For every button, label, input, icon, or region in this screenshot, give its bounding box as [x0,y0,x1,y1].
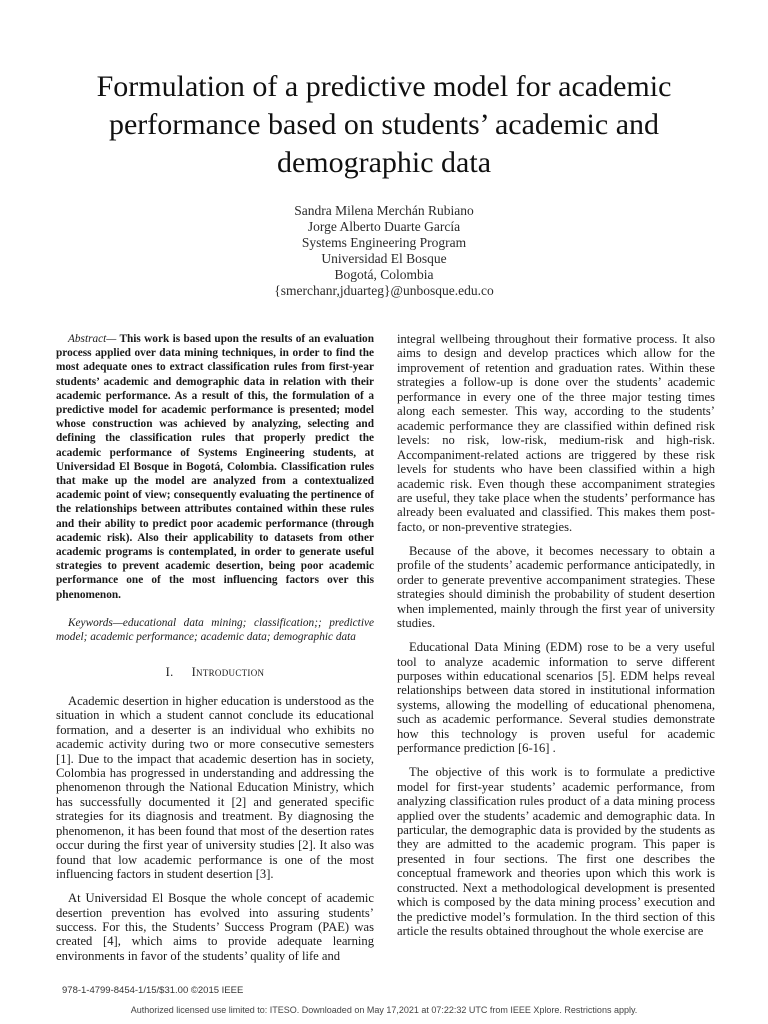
section-heading [56,665,374,679]
author-name: Sandra Milena Merchán Rubiano [294,203,474,218]
author-block [184,203,584,299]
affiliation-program: Systems Engineering Program [301,235,467,250]
affiliation-university: Universidad El Bosque [321,251,447,266]
body-paragraph: Because of the above, it becomes necessary to obtain a profile of the students’ academic performance anticipatedly, in order to generate preventive accompaniment strategies. These strategies should diminish the probability of student desertion when implemented, mainly through the first year of university studies. [397,543,715,631]
section-number: I. [165,665,174,680]
copyright-notice: 978-1-4799-8454-1/15/$31.00 ©2015 IEEE [62,985,244,996]
body-paragraph: integral wellbeing throughout their formative process. It also aims to design and develop practices which allow for the improvement of retention and graduation rates. Within these strategies a follow-up is done over the students’ academic performance in every one of the three major testing times along each semester. This way, according to the students’ academic performance they are classified within defined risk levels: no risk, low-risk, medium-risk and high-risk. Accompaniment-related actions are triggered by these risk levels for students who have been classified within a high academic risk. Even though these accompaniment strategies are useful, they take place when the students’ performance has already been evaluated and classified. This makes them post-facto, or non-preventive strategies. [397,332,715,534]
section-title: Introduction [191,665,265,680]
body-paragraph: The objective of this work is to formulate a predictive model for first-year students’ academic performance, from analyzing classification rules product of a data mining process applied over the students’ academic and demographic data. In particular, the demographic data is provided by the students as they are admitted to the academic program. This paper is presented in four sections. The first one describes the conceptual framework and theories upon which this work is constructed. Next a methodological development is presented which is composed by the data mining process’ execution and the predictive model’s formulation. In the third section of this article the results obtained throughout the whole exercise are [397,765,715,939]
abstract [56,332,374,602]
right-column [397,332,715,939]
keywords: Keywords—educational data mining; classification;; predictive model; academic performance; academic data; demographic data [56,616,374,644]
body-paragraph: At Universidad El Bosque the whole concept of academic desertion prevention has evolved into assuring students’ success. For this, the Students’ Success Program (PAE) was created [4], which aims to provide adequate learning environments in favor of the students’ quality of life and [56,891,374,963]
abstract-text: This work is based upon the results of an evaluation process applied over data mining techniques, in order to find the most adequate ones to extract classification rules from first-year students’ academic and demographic data in relation with their academic performance. As a result of this, the formulation of a predictive model for academic performance is presented; model whose construction was achieved by analyzing, selecting and defining the classification rules that properly predict the academic performance of Systems Engineering students, at Universidad El Bosque in Bogotá, Colombia. Classification rules that make up the model are analyzed from a contextualized academic point of view; consequently evaluating the pertinence of the relationships between attributes contained within these rules and their ability to predict poor academic performance (through academic risk). Also their applicability to datasets from other academic programs is contemplated, in order to generate useful strategies to prevent academic desertion, being poor academic performance one of the most influencing factors over this phenomenon. [56,333,374,601]
affiliation-location: Bogotá, Colombia [334,267,434,282]
body-paragraph: Academic desertion in higher education is understood as the situation in which a student cannot conclude its educational formation, and a deserter is an individual who exhibits no academic activity during two or more consecutive semesters [1]. Due to the impact that academic desertion has in society, Colombia has progressed in understanding and addressing the phenomenon through the National Education Ministry, which has successfully documented it [2] and generated specific strategies for its diagnosis and treatment. By diagnosing the phenomenon, it has been found that most of the desertion rates occur during the first year of university studies [2]. It also was found that low academic performance is one of the most influencing factors in student desertion [3]. [56,693,374,882]
author-emails: {smerchanr,jduarteg}@unbosque.edu.co [274,283,494,298]
license-notice: Authorized licensed use limited to: ITESO. Downloaded on May 17,2021 at 07:22:32 UTC from IEEE Xplore. Restrictions apply. [130,1005,638,1015]
body-paragraph: Educational Data Mining (EDM) rose to be a very useful tool to analyze academic information to serve different purposes within educational scenarios [5]. EDM helps reveal relationships between data stored in institutional information systems, allowing the modelling of educational phenomena, such as academic performance. Several studies demonstrate how this technology is proven useful for academic performance prediction [6-16] . [397,640,715,756]
left-column [56,332,374,963]
author-name: Jorge Alberto Duarte García [307,219,461,234]
abstract-label: Abstract— [68,333,117,345]
paper-title: Formulation of a predictive model for academic performance based on students’ academic and demographic data [96,70,672,179]
